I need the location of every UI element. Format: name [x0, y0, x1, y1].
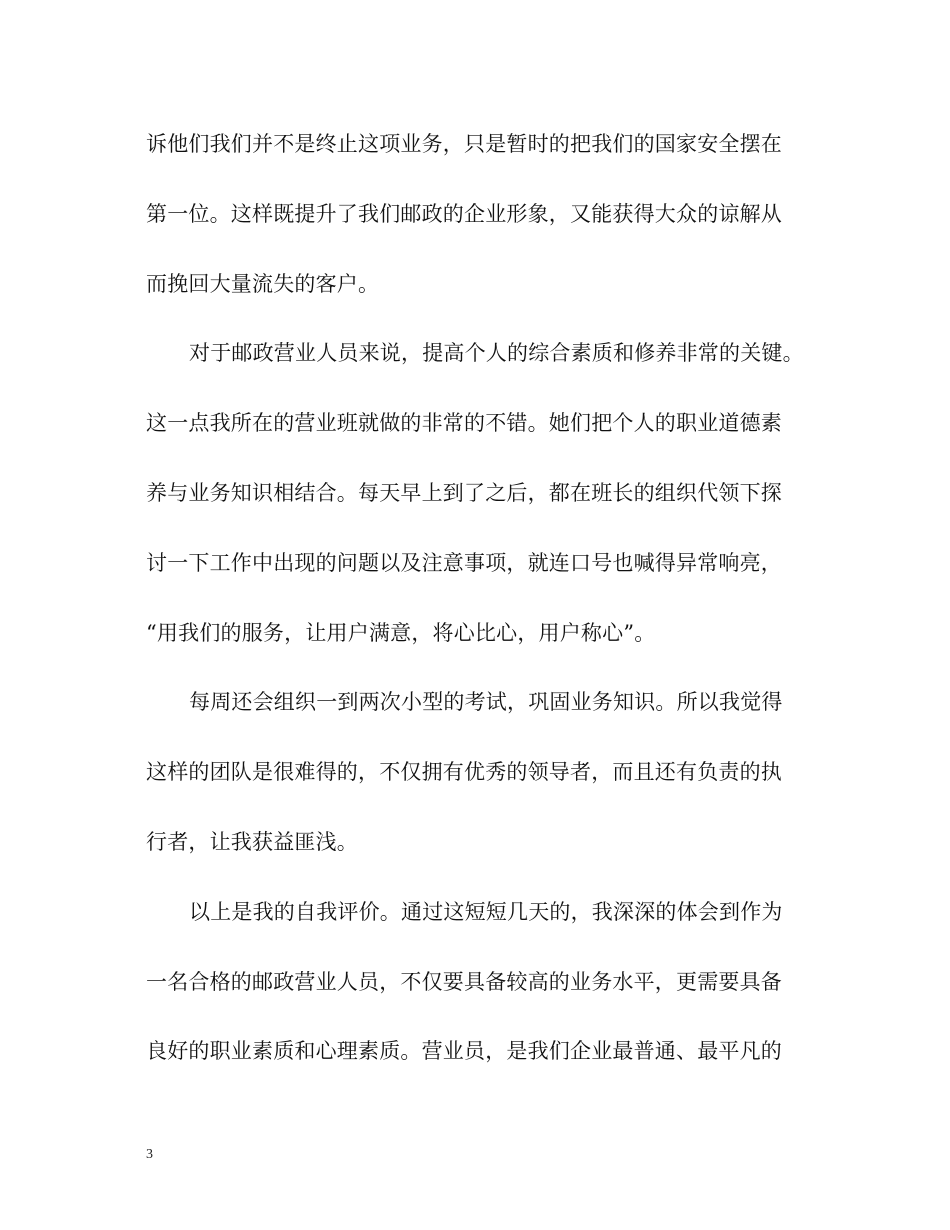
quoted-slogan-line: “用我们的服务，让用户满意，将心比心，用户称心”。: [146, 620, 656, 645]
paragraph-first-line: 对于邮政营业人员来说，提高个人的综合素质和修养非常的关键。: [189, 341, 804, 366]
text-line: 第一位。这样既提升了我们邮政的企业形象，又能获得大众的谅解从: [146, 201, 782, 226]
text-line: 这样的团队是很难得的，不仅拥有优秀的领导者，而且还有负责的执: [146, 760, 782, 785]
text-line: 这一点我所在的营业班就做的非常的不错。她们把个人的职业道德素: [146, 411, 782, 436]
text-line: 养与业务知识相结合。每天早上到了之后，都在班长的组织代领下探: [146, 480, 782, 505]
text-line: 行者，让我获益匪浅。: [146, 829, 358, 854]
text-line: 而挽回大量流失的客户。: [146, 271, 380, 296]
text-line: 诉他们我们并不是终止这项业务，只是暂时的把我们的国家安全摆在: [146, 132, 782, 156]
text-line: 良好的职业素质和心理素质。营业员，是我们企业最普通、最平凡的: [146, 1039, 782, 1064]
text-line: 一名合格的邮政营业人员，不仅要具备较高的业务水平，更需要具备: [146, 969, 782, 994]
paragraph-first-line: 以上是我的自我评价。通过这短短几天的，我深深的体会到作为: [189, 899, 783, 924]
text-line: 讨一下工作中出现的问题以及注意事项，就连口号也喊得异常响亮，: [146, 550, 782, 575]
page-number: 3: [146, 1147, 153, 1162]
paragraph-first-line: 每周还会组织一到两次小型的考试，巩固业务知识。所以我觉得: [189, 690, 783, 715]
document-body: [146, 110, 816, 1087]
